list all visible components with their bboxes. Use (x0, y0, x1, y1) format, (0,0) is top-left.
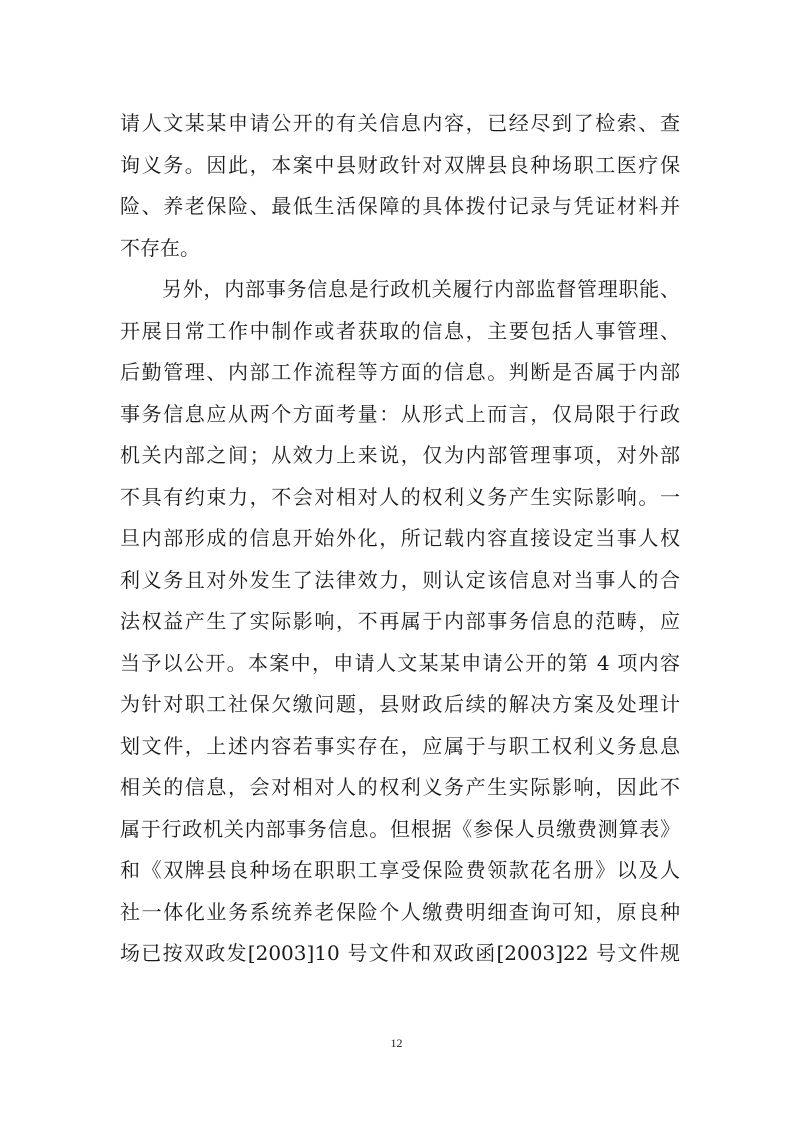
body-text (120, 103, 680, 975)
text-line: 属于行政机关内部事务信息。但根据《参保人员缴费测算表》 (120, 816, 680, 841)
text-line: 后勤管理、内部工作流程等方面的信息。判断是否属于内部 (120, 360, 680, 384)
text-line: 不具有约束力，不会对相对人的权利义务产生实际影响。一 (120, 484, 680, 509)
text-line: 利义务且对外发生了法律效力，则认定该信息对当事人的合 (120, 567, 680, 592)
text-line: 事务信息应从两个方面考量：从形式上而言，仅局限于行政 (120, 401, 680, 426)
paragraph-start-line: 另外，内部事务信息是行政机关履行内部监督管理职能、 (162, 277, 680, 301)
text-line: 划文件，上述内容若事实存在，应属于与职工权利义务息息 (120, 733, 680, 758)
text-line: 相关的信息，会对相对人的权利义务产生实际影响，因此不 (120, 775, 680, 799)
text-line: 社一体化业务系统养老保险个人缴费明细查询可知，原良种 (120, 899, 680, 924)
text-line: 当予以公开。本案中，申请人文某某申请公开的第 4 项内容 (120, 650, 680, 675)
text-line: 旦内部形成的信息开始外化，所记载内容直接设定当事人权 (120, 526, 680, 550)
text-line: 和《双牌县良种场在职职工享受保险费领款花名册》以及人 (120, 858, 680, 882)
text-line: 场已按双政发[2003]10 号文件和双政函[2003]22 号文件规 (120, 941, 680, 965)
text-line: 开展日常工作中制作或者获取的信息，主要包括人事管理、 (120, 318, 680, 343)
text-line: 险、养老保险、最低生活保障的具体拨付记录与凭证材料并 (120, 194, 680, 218)
page-number: 12 (390, 1036, 403, 1050)
text-line: 为针对职工社保欠缴问题，县财政后续的解决方案及处理计 (120, 692, 680, 716)
text-line: 请人文某某申请公开的有关信息内容，已经尽到了检索、查 (120, 111, 680, 135)
text-line: 询义务。因此，本案中县财政针对双牌县良种场职工医疗保 (120, 152, 680, 177)
text-line: 法权益产生了实际影响，不再属于内部事务信息的范畴，应 (120, 609, 680, 633)
text-line: 机关内部之间；从效力上来说，仅为内部管理事项，对外部 (120, 443, 680, 467)
text-line: 不存在。 (120, 235, 200, 260)
